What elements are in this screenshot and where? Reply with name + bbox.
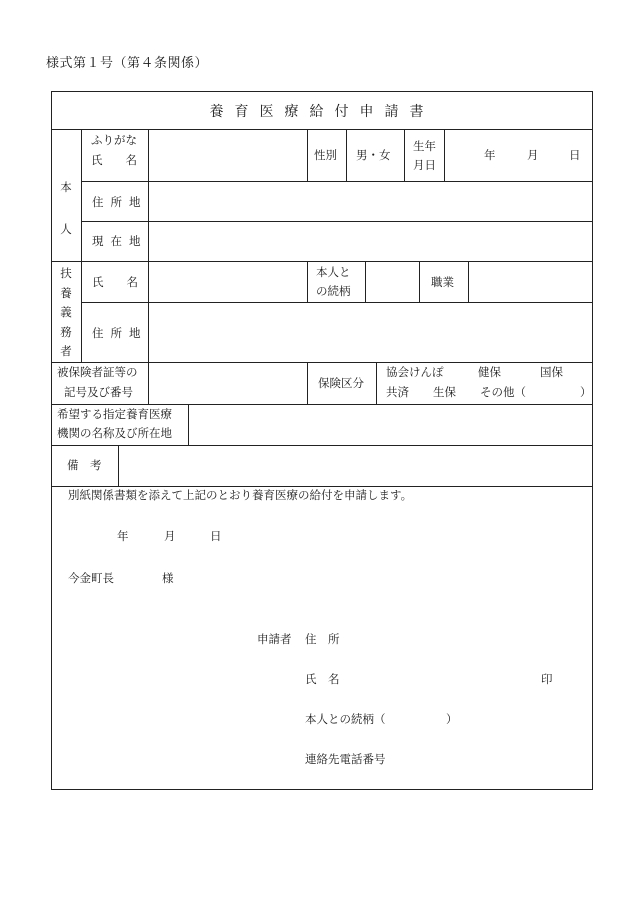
application-statement: 別紙関係書類を添えて上記のとおり養育医療の給付を申請します。 — [68, 488, 413, 502]
applicant-phone-label: 連絡先電話番号 — [305, 752, 386, 766]
insurance-option-kokuho: 国保 — [540, 365, 563, 379]
gender-options: 男・女 — [356, 148, 391, 162]
birth-label-line1: 生年 — [413, 139, 436, 153]
relation-label-line1: 本人と — [316, 265, 351, 279]
birth-label-line2: 月日 — [413, 158, 436, 172]
applicant-relation-label: 本人との続柄（ — [305, 712, 386, 726]
insurance-option-kyosai: 共済 — [386, 385, 409, 399]
self-section-label: 本 人 — [60, 180, 72, 236]
insurance-option-kenpo: 健保 — [478, 365, 501, 379]
applicant-relation-close: ） — [446, 712, 458, 726]
insurance-number-label-line2: 記号及び番号 — [64, 385, 133, 399]
recipient-honorific: 様 — [162, 571, 174, 585]
seal-mark: 印 — [541, 672, 553, 686]
recipient-name: 今金町長 — [68, 571, 114, 585]
applicant-address-label: 住 所 — [305, 632, 340, 646]
applicant-name-label: 氏 名 — [305, 672, 340, 686]
self-name-label: 氏 名 — [91, 153, 137, 167]
birth-label-left-divider — [404, 129, 405, 181]
relation-label-right-divider — [365, 261, 366, 302]
label-column-divider — [148, 129, 149, 404]
line-below-address-row — [81, 221, 593, 222]
institution-label-line1: 希望する指定養育医療 — [57, 407, 172, 421]
supporter-address-label: 住所地 — [92, 326, 148, 340]
relation-label-left-divider — [307, 261, 308, 302]
furigana-label: ふりがな — [91, 133, 137, 147]
birth-label-right-divider — [444, 129, 445, 181]
remarks-label: 備 考 — [67, 458, 102, 472]
form-code: 様式第１号（第４条関係） — [46, 56, 209, 71]
gender-value-divider — [346, 129, 347, 181]
applicant-label: 申請者 — [257, 632, 292, 646]
insurance-option-other: その他（ — [480, 385, 526, 399]
insurance-number-label-line1: 被保険者証等の — [57, 365, 138, 379]
institution-divider — [188, 404, 189, 445]
date-month: 月 — [164, 529, 176, 543]
insurance-option-kyokai: 協会けんぽ — [386, 365, 444, 379]
line-below-title — [51, 129, 593, 130]
relation-label-line2: の続柄 — [316, 284, 351, 298]
line-below-institution — [51, 445, 593, 446]
supporter-name-label: 氏 名 — [92, 275, 138, 289]
birth-day: 日 — [569, 148, 581, 162]
remarks-divider — [118, 445, 119, 486]
insurance-category-label: 保険区分 — [318, 376, 364, 390]
line-below-self-section — [51, 261, 593, 262]
gender-label: 性別 — [314, 148, 337, 162]
birth-year: 年 — [484, 148, 496, 162]
gender-label-divider — [307, 129, 308, 181]
self-address-label: 住所地 — [92, 195, 148, 209]
insurance-option-seiho: 生保 — [433, 385, 456, 399]
job-label-right-divider — [468, 261, 469, 302]
job-label-left-divider — [419, 261, 420, 302]
self-current-label: 現在地 — [92, 234, 148, 248]
birth-month: 月 — [527, 148, 539, 162]
line-below-name-row — [81, 181, 593, 182]
institution-label-line2: 機関の名称及び所在地 — [57, 426, 172, 440]
date-year: 年 — [117, 529, 129, 543]
date-day: 日 — [210, 529, 222, 543]
insurance-option-other-close: ） — [580, 385, 592, 399]
insurance-category-left-divider — [307, 362, 308, 404]
form-title: 養育医療給付申請書 — [209, 104, 435, 120]
line-below-supporter-name — [81, 302, 593, 303]
supporter-section-label: 扶 養 義 務 者 — [60, 266, 72, 358]
job-label: 職業 — [431, 275, 454, 289]
self-left-divider — [81, 129, 82, 362]
insurance-category-right-divider — [376, 362, 377, 404]
